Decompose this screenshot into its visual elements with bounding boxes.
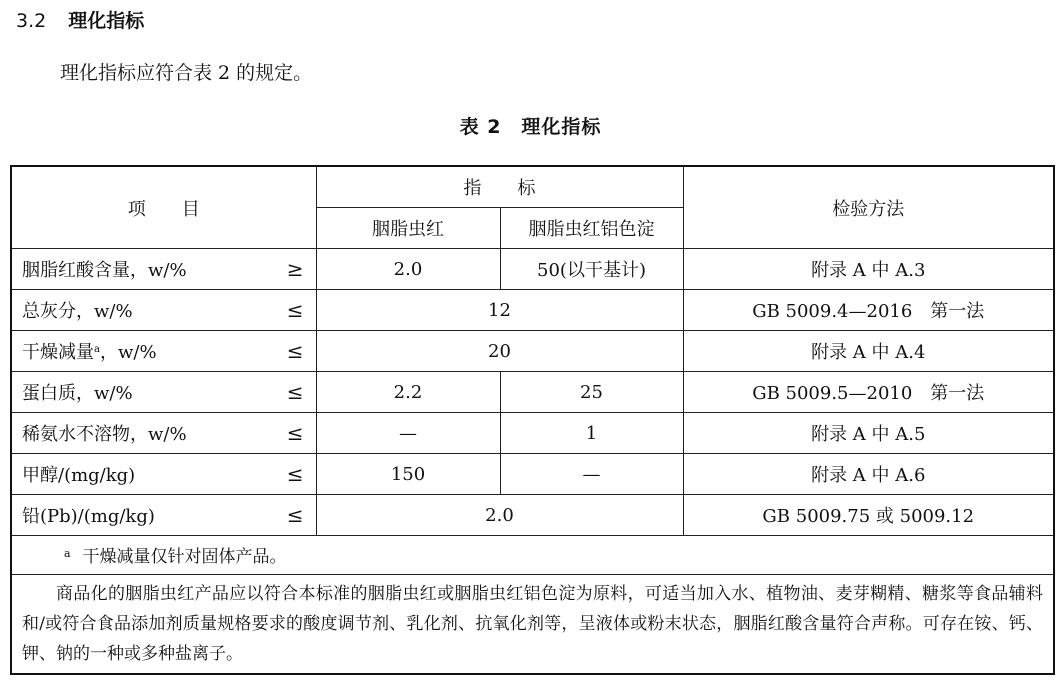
row-item: 稀氨水不溶物，w/% bbox=[22, 424, 187, 445]
row-item bbox=[22, 338, 157, 364]
section-title: 理化指标 bbox=[68, 10, 145, 32]
row-method: GB 5009.4—2016 第一法 bbox=[683, 290, 1054, 331]
header-item: 项 目 bbox=[11, 166, 316, 249]
row-symbol: ≥ bbox=[286, 257, 304, 281]
table-row bbox=[11, 249, 1054, 290]
table-caption: 表 2 理化指标 bbox=[459, 116, 602, 138]
row-item-unit: ，w/% bbox=[99, 342, 157, 363]
row-item: 胭脂红酸含量，w/% bbox=[22, 260, 187, 281]
row-value-1: 150 bbox=[316, 454, 500, 495]
row-value-2: 50(以干基计) bbox=[500, 249, 683, 290]
row-value-2: — bbox=[500, 454, 683, 495]
footnote-row bbox=[11, 536, 1054, 575]
row-value-1: 2.2 bbox=[316, 372, 500, 413]
row-item: 总灰分，w/% bbox=[22, 301, 133, 322]
row-value-2: 1 bbox=[500, 413, 683, 454]
table-row bbox=[11, 454, 1054, 495]
row-method: GB 5009.75 或 5009.12 bbox=[683, 495, 1054, 536]
section-heading bbox=[16, 6, 144, 33]
row-item: 蛋白质，w/% bbox=[22, 383, 133, 404]
row-method: 附录 A 中 A.3 bbox=[683, 249, 1054, 290]
row-method: 附录 A 中 A.6 bbox=[683, 454, 1054, 495]
row-item: 甲醇/(mg/kg) bbox=[22, 465, 136, 486]
row-value-merged: 2.0 bbox=[316, 495, 683, 536]
row-symbol: ≤ bbox=[286, 421, 304, 445]
row-symbol: ≤ bbox=[286, 380, 304, 404]
row-value-merged: 12 bbox=[316, 290, 683, 331]
row-symbol: ≤ bbox=[286, 339, 304, 363]
row-value-merged: 20 bbox=[316, 331, 683, 372]
header-col2: 胭脂虫红铝色淀 bbox=[500, 208, 683, 249]
footnote-text: 干燥减量仅针对固体产品。 bbox=[82, 546, 287, 567]
row-item: 铅(Pb)/(mg/kg) bbox=[22, 506, 155, 527]
header-index: 指 标 bbox=[316, 166, 683, 208]
footnote-ref: a bbox=[94, 344, 100, 355]
intro-text: 理化指标应符合表 2 的规定。 bbox=[60, 62, 313, 84]
row-value-1: — bbox=[316, 413, 500, 454]
table-row bbox=[11, 372, 1054, 413]
note-row bbox=[11, 575, 1054, 675]
header-col1: 胭脂虫红 bbox=[316, 208, 500, 249]
table-row bbox=[11, 413, 1054, 454]
row-item-text: 干燥减量 bbox=[22, 342, 94, 363]
row-symbol: ≤ bbox=[286, 298, 304, 322]
row-value-2: 25 bbox=[500, 372, 683, 413]
header-method: 检验方法 bbox=[683, 166, 1054, 249]
row-value-1: 2.0 bbox=[316, 249, 500, 290]
row-symbol: ≤ bbox=[286, 462, 304, 486]
section-number: 3.2 bbox=[16, 10, 47, 32]
row-symbol: ≤ bbox=[286, 503, 304, 527]
row-method: GB 5009.5—2010 第一法 bbox=[683, 372, 1054, 413]
row-method: 附录 A 中 A.5 bbox=[683, 413, 1054, 454]
table-row bbox=[11, 290, 1054, 331]
indicator-table bbox=[10, 165, 1055, 675]
table-row bbox=[11, 331, 1054, 372]
row-method: 附录 A 中 A.4 bbox=[683, 331, 1054, 372]
footnote-mark: a bbox=[64, 546, 71, 560]
table-row bbox=[11, 495, 1054, 536]
note-text: 商品化的胭脂虫红产品应以符合本标准的胭脂虫红或胭脂虫红铝色淀为原料，可适当加入水、植物油、麦芽糊精、糖浆等食品辅料和/或符合食品添加剂质量规格要求的酸度调节剂、乳化剂、抗氧化剂等，呈液体或粉末状态，胭脂红酸含量符合声称。可存在铵、钙、钾、钠的一种或多种盐离子。 bbox=[22, 584, 1043, 664]
